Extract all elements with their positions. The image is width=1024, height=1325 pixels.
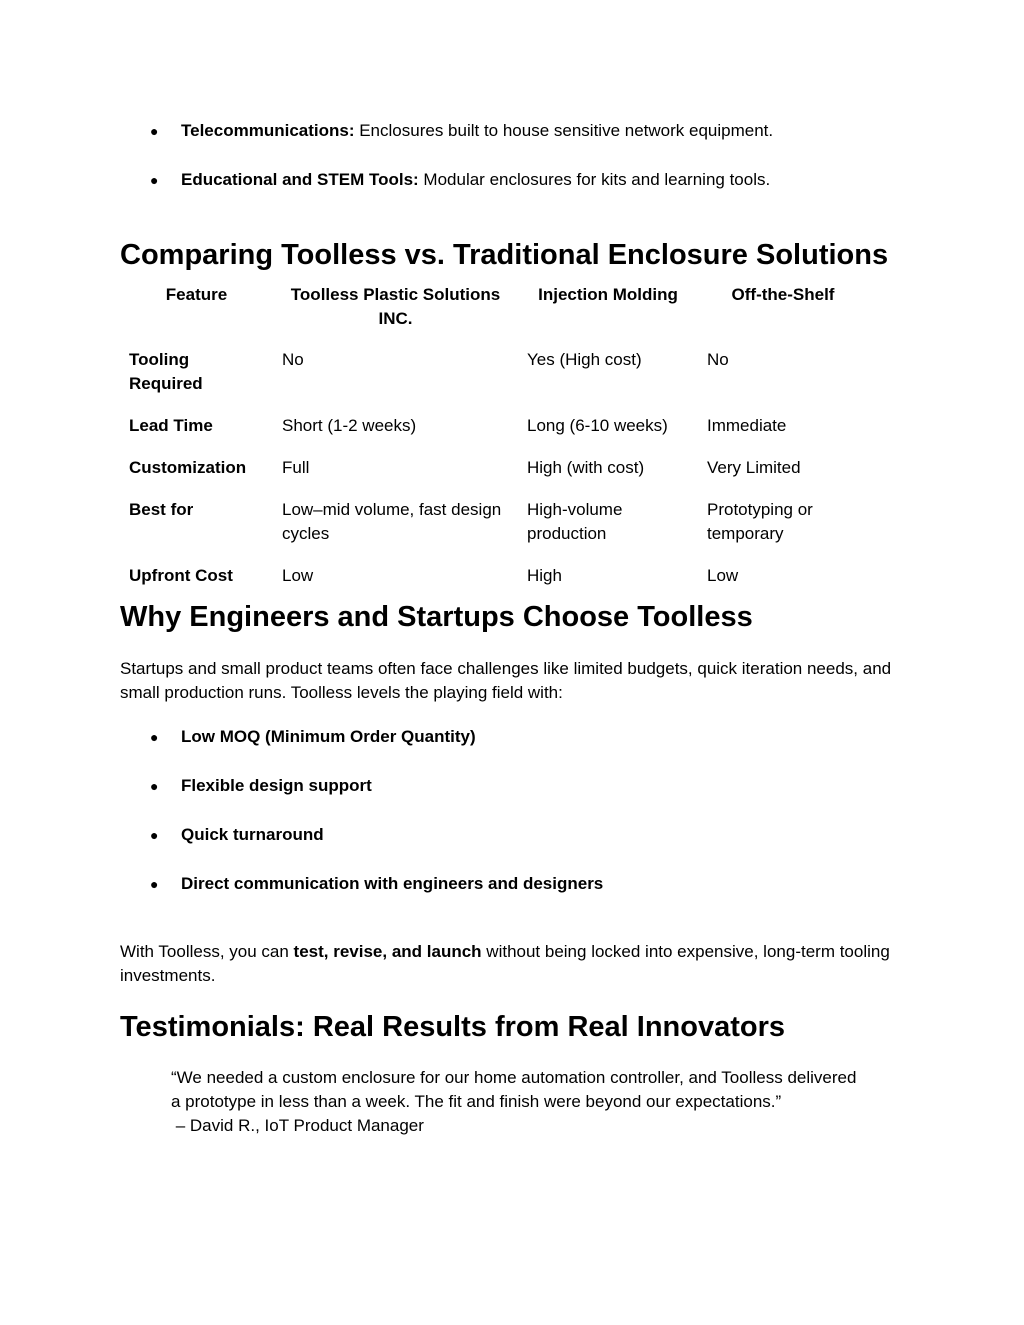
- list-item-description: Modular enclosures for kits and learning tools.: [418, 170, 771, 189]
- list-item: [150, 872, 603, 896]
- why-intro: Startups and small product teams often face challenges like limited budgets, quick iteration needs, and small production runs. Toolless levels the playing field with:: [120, 659, 892, 702]
- bullet-icon: ●: [150, 172, 159, 188]
- comparison-heading: Comparing Toolless vs. Traditional Enclosure Solutions: [120, 239, 889, 271]
- table-cell: Very Limited: [707, 458, 801, 477]
- list-item-text: [181, 119, 773, 143]
- table-cell: Low–mid volume, fast design cycles: [282, 500, 502, 543]
- table-cell: Full: [282, 458, 310, 477]
- table-cell: Low: [282, 566, 314, 585]
- row-label: Upfront Cost: [129, 566, 233, 585]
- table-cell: Prototyping or temporary: [707, 500, 813, 543]
- column-header-feature: Feature: [165, 285, 228, 304]
- table-cell: Low: [707, 566, 739, 585]
- industry-list: [150, 119, 773, 192]
- quote-attribution: – David R., IoT Product Manager: [171, 1116, 424, 1135]
- bullet-icon: ●: [150, 123, 159, 139]
- table-cell: Immediate: [707, 416, 787, 435]
- quote-text: “We needed a custom enclosure for our home automation controller, and Toolless delivered a prototype in less than a week. The fit and finish were beyond our expectations.”: [171, 1068, 857, 1111]
- bullet-icon: ●: [150, 876, 159, 892]
- row-label: Lead Time: [129, 416, 213, 435]
- closing-text-emphasis: test, revise, and launch: [293, 942, 482, 961]
- list-item: [150, 725, 603, 749]
- list-item: [150, 119, 773, 143]
- table-cell: No: [707, 350, 729, 369]
- row-label: Tooling Required: [129, 350, 203, 393]
- table-cell: No: [282, 350, 304, 369]
- column-header-injection-molding: Injection Molding: [538, 285, 678, 304]
- table-cell: High-volume production: [527, 500, 623, 543]
- row-label: Best for: [129, 500, 194, 519]
- table-cell: Long (6-10 weeks): [527, 416, 668, 435]
- list-item-text: Quick turnaround: [181, 825, 324, 844]
- list-item-label: Educational and STEM Tools:: [181, 170, 419, 189]
- table-row: [120, 456, 868, 498]
- list-item: [150, 823, 603, 847]
- column-header-off-the-shelf: Off-the-Shelf: [731, 285, 835, 304]
- closing-text-start: With Toolless, you can: [120, 942, 294, 961]
- why-closing: [120, 940, 910, 988]
- table-row: [120, 414, 868, 456]
- table-row: [120, 498, 868, 564]
- bullet-icon: ●: [150, 827, 159, 843]
- list-item-text: [181, 168, 770, 192]
- testimonials-heading: Testimonials: Real Results from Real Innovators: [120, 1011, 786, 1043]
- table-cell: High: [527, 566, 562, 585]
- table-cell: Yes (High cost): [527, 350, 642, 369]
- list-item-text: Flexible design support: [181, 776, 372, 795]
- list-item: [150, 168, 773, 192]
- why-heading: Why Engineers and Startups Choose Toolless: [120, 601, 753, 633]
- testimonial-quote: [171, 1066, 861, 1138]
- bullet-icon: ●: [150, 729, 159, 745]
- table-row: [120, 348, 868, 414]
- closing-text-end: without being locked into expensive, long-term tooling investments.: [120, 942, 890, 985]
- table-cell: High (with cost): [527, 458, 645, 477]
- bullet-icon: ●: [150, 778, 159, 794]
- table-header-row: [120, 283, 868, 348]
- list-item-text: Low MOQ (Minimum Order Quantity): [181, 727, 476, 746]
- column-header-toolless: Toolless Plastic Solutions INC.: [290, 285, 501, 328]
- list-item-label: Telecommunications:: [181, 121, 355, 140]
- comparison-table: [120, 283, 868, 606]
- list-item: [150, 774, 603, 798]
- table-cell: Short (1-2 weeks): [282, 416, 417, 435]
- row-label: Customization: [129, 458, 247, 477]
- benefits-list: [150, 725, 603, 896]
- list-item-description: Enclosures built to house sensitive network equipment.: [354, 121, 774, 140]
- list-item-text: Direct communication with engineers and designers: [181, 874, 604, 893]
